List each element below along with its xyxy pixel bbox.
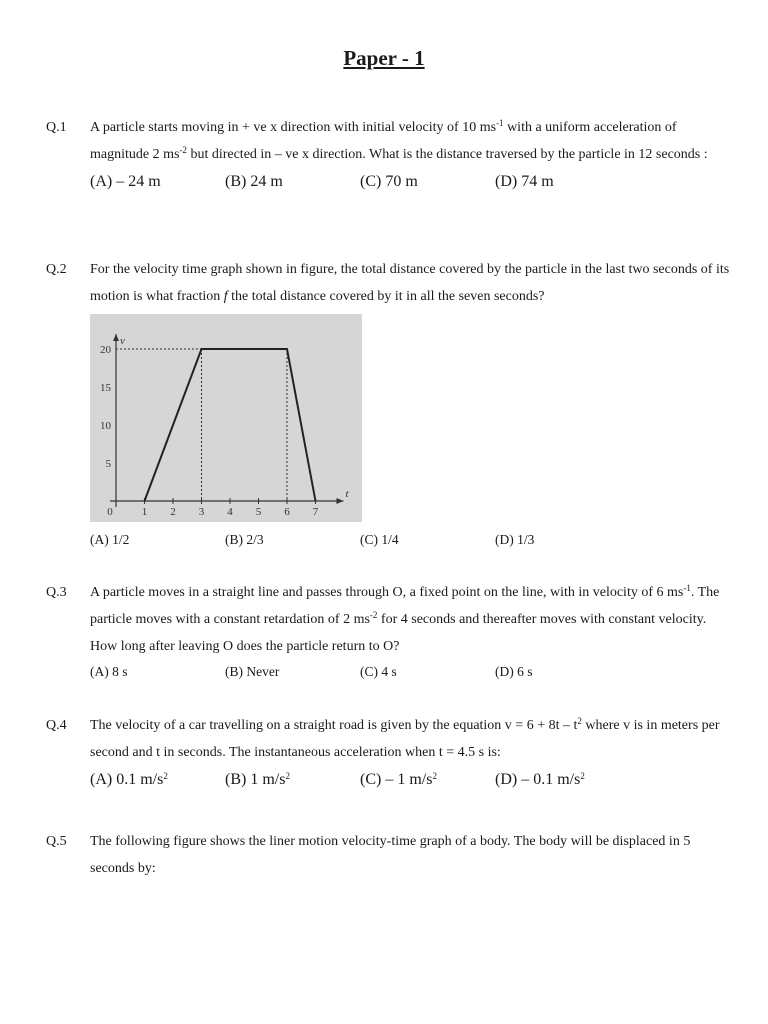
option-a: (A) 0.1 $m/s^2$	[90, 771, 168, 788]
option-b: (B) Never	[225, 664, 280, 679]
question-text: For the velocity time graph shown in figure, the total distance covered by the particle in the last two seconds of its motion is what fraction f the total distance covered by it in all the seven seconds?	[90, 262, 730, 304]
x-tick-label: 1	[141, 506, 148, 518]
options	[90, 528, 736, 556]
question-text: The following figure shows the liner motion velocity-time graph of a body. The body will be displaced in 5 seconds by:	[90, 834, 691, 876]
option-b: (B) 2/3	[225, 532, 264, 547]
option-a: (A) 8 s	[90, 664, 128, 679]
velocity-time-graph	[90, 314, 362, 522]
option-c: (C) 70 m	[360, 173, 418, 190]
x-tick-label: 4	[227, 506, 233, 518]
option-c: (C) – 1 $m/s^2$	[360, 771, 437, 788]
options	[90, 766, 736, 794]
option-d: (D) – 0.1 $m/s^2$	[495, 771, 585, 788]
option-a: (A) 1/2	[90, 532, 130, 547]
question-number: Q.5	[46, 834, 67, 849]
options	[90, 168, 736, 196]
y-tick-label: 5	[105, 458, 111, 470]
question-text: A particle moves in a straight line and passes through O, a fixed point on the line, with in velocity of 6 $ms^{-1}$. The particle moves with a constant retardation of 2 $ms^{-2}$ for 4 seconds and thereafter moves with constant velocity. How long after leaving O does the particle return to O?	[90, 583, 720, 654]
x-tick-label: 0	[107, 506, 113, 518]
question-number: Q.4	[46, 718, 67, 733]
question-text: The velocity of a car travelling on a straight road is given by the equation $v = 6 + 8t - t^2$ where v is in meters per second and t in seconds. The instantaneous acceleration when t = 4.5 s is:	[90, 716, 720, 760]
question-5	[46, 828, 736, 882]
x-tick-label: 5	[255, 506, 262, 518]
x-axis-label: t	[345, 488, 349, 500]
x-tick-label: 7	[312, 506, 319, 518]
option-a: (A) – 24 m	[90, 173, 161, 190]
question-number: Q.2	[46, 262, 67, 277]
option-b: (B) 1 $m/s^2$	[225, 771, 290, 788]
graph-background	[90, 314, 362, 522]
y-axis-label: v	[120, 335, 125, 347]
question-2	[46, 256, 736, 556]
y-tick-label: 10	[100, 420, 111, 432]
option-c: (C) 1/4	[360, 532, 399, 547]
paper-title: Paper - 1	[343, 46, 425, 70]
graph-svg	[90, 314, 362, 522]
question-number: Q.3	[46, 585, 67, 600]
option-c: (C) 4 s	[360, 664, 397, 679]
option-b: (B) 24 m	[225, 173, 283, 190]
x-tick-label: 6	[284, 506, 290, 518]
y-tick-label: 15	[100, 382, 111, 394]
options	[90, 660, 736, 688]
question-4	[46, 712, 736, 794]
option-d: (D) 1/3	[495, 532, 535, 547]
question-1	[46, 114, 736, 196]
question-text: A particle starts moving in + ve x direction with initial velocity of 10 $ms^{-1}$ with a uniform acceleration of magnitude 2 $ms^{-2}$ but directed in – ve x direction. What is the distance traversed by the particle in 12 seconds :	[90, 118, 708, 162]
option-d: (D) 6 s	[495, 664, 533, 679]
option-d: (D) 74 m	[495, 173, 554, 190]
question-number: Q.1	[46, 120, 67, 135]
x-tick-label: 3	[198, 506, 205, 518]
x-tick-label: 2	[170, 506, 176, 518]
question-3	[46, 579, 736, 688]
y-tick-label: 20	[100, 344, 111, 356]
